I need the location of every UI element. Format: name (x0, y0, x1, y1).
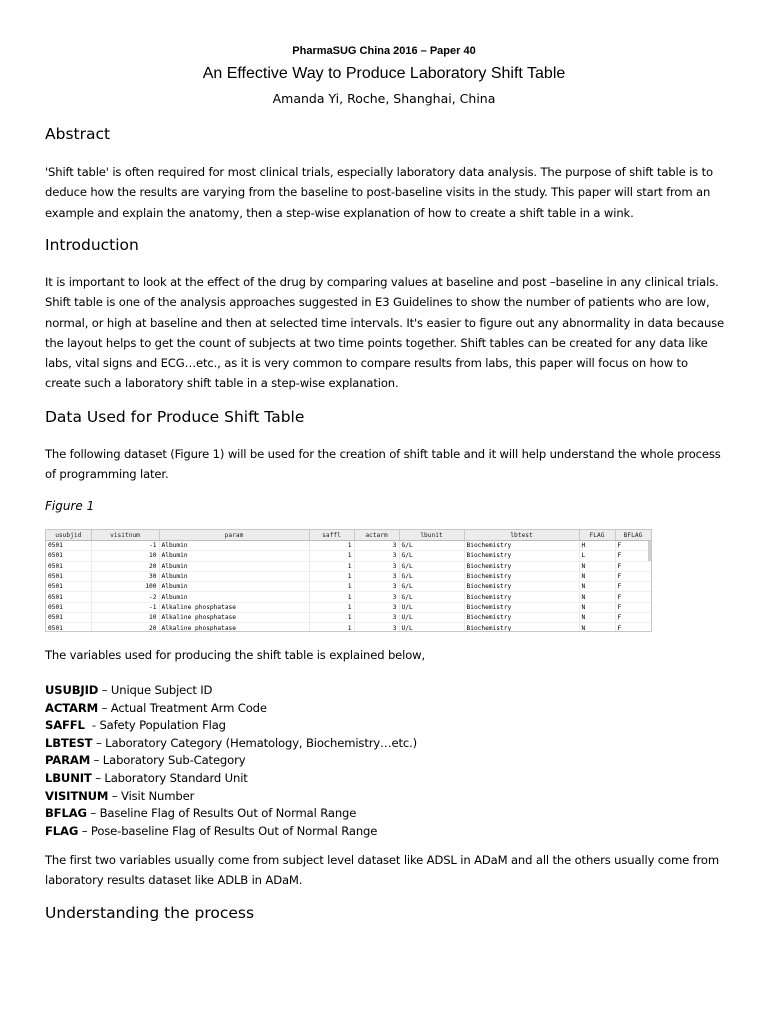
figure-label: Figure 1 (45, 499, 95, 513)
variable-name: USUBJID (45, 683, 99, 697)
variable-description: – Laboratory Category (Hematology, Biochemistry…etc.) (92, 735, 417, 750)
table-cell: 0501 (46, 582, 91, 592)
table-cell: 0501 (46, 602, 91, 612)
table-cell: H (579, 541, 615, 551)
table-cell: Biochemistry (464, 613, 579, 623)
variables-intro: The variables used for producing the shift table is explained below, (45, 648, 426, 662)
variable-item (45, 770, 417, 788)
author-line: Amanda Yi, Roche, Shanghai, China (272, 91, 496, 106)
table-cell: Biochemistry (464, 551, 579, 561)
table-cell: Alkaline phosphatase (159, 623, 309, 632)
table-cell: 3 (354, 602, 399, 612)
table-cell: Albumin (159, 561, 309, 571)
table-cell: 1 (309, 613, 354, 623)
variable-description: - Safety Population Flag (84, 718, 226, 733)
table-cell: N (579, 623, 615, 632)
column-header-bflag: BFLAG (615, 530, 651, 541)
column-header-saffl: saffl (309, 530, 354, 541)
table-cell: 1 (309, 551, 354, 561)
column-header-flag: FLAG (579, 530, 615, 541)
variable-name: SAFFL (45, 718, 85, 733)
table-cell: N (579, 602, 615, 612)
table-cell: 0501 (46, 623, 91, 632)
variable-item (45, 823, 417, 841)
table-cell: U/L (399, 623, 464, 632)
table-cell: F (615, 561, 651, 571)
variable-description: – Unique Subject ID (98, 683, 213, 697)
column-header-visitnum: visitnum (91, 530, 159, 541)
table-cell: Albumin (159, 551, 309, 561)
variable-name: LBTEST (45, 735, 93, 750)
table-cell: 20 (91, 561, 159, 571)
table-cell: F (615, 541, 651, 551)
variable-item (45, 788, 417, 806)
table-cell: 3 (354, 551, 399, 561)
table-cell: 1 (309, 571, 354, 581)
variable-name: VISITNUM (45, 788, 109, 803)
table-cell: N (579, 592, 615, 602)
table-cell: 0501 (46, 571, 91, 581)
table-cell: F (615, 582, 651, 592)
table-cell: Albumin (159, 582, 309, 592)
table-cell: 1 (309, 623, 354, 632)
table-cell: 10 (91, 551, 159, 561)
table-cell: F (615, 551, 651, 561)
variable-item (45, 717, 417, 735)
table-cell: Alkaline phosphatase (159, 613, 309, 623)
table-cell: F (615, 571, 651, 581)
variable-item (45, 700, 417, 718)
column-header-usubjid: usubjid (46, 530, 91, 541)
abstract-heading: Abstract (45, 125, 111, 143)
table-cell: G/L (399, 561, 464, 571)
table-cell: N (579, 561, 615, 571)
scrollbar[interactable] (648, 541, 651, 561)
variable-description: – Visit Number (108, 788, 195, 803)
table-cell: 3 (354, 541, 399, 551)
table-cell: -1 (91, 602, 159, 612)
table-cell: -1 (91, 541, 159, 551)
table-cell: 3 (354, 623, 399, 632)
introduction-heading: Introduction (45, 236, 139, 254)
table-cell: Biochemistry (464, 602, 579, 612)
table-cell: U/L (399, 602, 464, 612)
table-cell: 30 (91, 571, 159, 581)
table-cell: G/L (399, 551, 464, 561)
variables-list (45, 682, 417, 840)
variable-item (45, 735, 417, 753)
variable-item (45, 752, 417, 770)
table-row (46, 582, 651, 592)
variable-description: – Baseline Flag of Results Out of Normal Range (86, 806, 357, 821)
table-cell: U/L (399, 613, 464, 623)
table-cell: Albumin (159, 571, 309, 581)
table-cell: G/L (399, 571, 464, 581)
table-row (46, 541, 651, 551)
table-cell: 1 (309, 602, 354, 612)
table-cell: Albumin (159, 541, 309, 551)
table-cell: F (615, 592, 651, 602)
table-cell: 0501 (46, 551, 91, 561)
column-header-actarm: actarm (354, 530, 399, 541)
table-cell: 3 (354, 592, 399, 602)
table-cell: 0501 (46, 613, 91, 623)
table-cell: Albumin (159, 592, 309, 602)
table-cell: 1 (309, 592, 354, 602)
table-cell: Biochemistry (464, 592, 579, 602)
table-cell: 3 (354, 582, 399, 592)
abstract-text: 'Shift table' is often required for most clinical trials, especially laboratory data analysis. The purpose of shift table is to deduce how the results are varying from the baseline to post-baseline visits in the study. This paper will start from an example and explain the anatomy, then a step-wise explanation of how to create a shift table in a wink. (45, 165, 713, 220)
understanding-heading: Understanding the process (45, 904, 255, 922)
variables-footer: The first two variables usually come from subject level dataset like ADSL in ADaM and all the others usually come from laboratory results dataset like ADLB in ADaM. (45, 853, 720, 888)
table-cell: N (579, 613, 615, 623)
table-row (46, 613, 651, 623)
table-row (46, 602, 651, 612)
table-body (46, 541, 651, 633)
table-cell: 10 (91, 613, 159, 623)
table-cell: G/L (399, 541, 464, 551)
table-row (46, 551, 651, 561)
table-cell: Biochemistry (464, 623, 579, 632)
table-cell: 3 (354, 571, 399, 581)
table-row (46, 571, 651, 581)
variable-description: – Laboratory Sub-Category (90, 753, 246, 768)
variable-name: FLAG (45, 823, 79, 838)
table-header-row (46, 530, 651, 541)
variable-item (45, 805, 417, 823)
table-cell: Biochemistry (464, 582, 579, 592)
variable-name: ACTARM (45, 700, 99, 715)
table-cell: 0501 (46, 592, 91, 602)
table-cell: G/L (399, 592, 464, 602)
table-cell: F (615, 623, 651, 632)
table-cell: 1 (309, 582, 354, 592)
data-used-text: The following dataset (Figure 1) will be used for the creation of shift table and it will help understand the whole process of programming later. (45, 447, 721, 482)
table-cell: N (579, 582, 615, 592)
table-cell: N (579, 571, 615, 581)
table-cell: Biochemistry (464, 561, 579, 571)
variable-description: – Pose-baseline Flag of Results Out of Normal Range (78, 823, 378, 838)
table-cell: Biochemistry (464, 541, 579, 551)
dataset-table (45, 529, 652, 632)
table-cell: F (615, 613, 651, 623)
variable-name: LBUNIT (45, 770, 92, 785)
paper-title: An Effective Way to Produce Laboratory Shift Table (202, 65, 566, 82)
table-row (46, 561, 651, 571)
table-cell: 3 (354, 561, 399, 571)
table-cell: L (579, 551, 615, 561)
variable-name: PARAM (45, 753, 91, 768)
table-cell: F (615, 602, 651, 612)
table-cell: G/L (399, 582, 464, 592)
table-cell: 1 (309, 561, 354, 571)
variable-item (45, 682, 417, 700)
table-row (46, 592, 651, 602)
column-header-lbtest: lbtest (464, 530, 579, 541)
table-cell: -2 (91, 592, 159, 602)
table-cell: 0501 (46, 541, 91, 551)
data-used-heading: Data Used for Produce Shift Table (45, 408, 305, 426)
column-header-lbunit: lbunit (399, 530, 464, 541)
table-cell: 20 (91, 623, 159, 632)
conference-header: PharmaSUG China 2016 – Paper 40 (292, 45, 476, 57)
table-cell: Biochemistry (464, 571, 579, 581)
table-cell: Alkaline phosphatase (159, 602, 309, 612)
table-cell: 0501 (46, 561, 91, 571)
column-header-param: param (159, 530, 309, 541)
variable-description: – Laboratory Standard Unit (91, 770, 248, 785)
table-cell: 3 (354, 613, 399, 623)
introduction-text: It is important to look at the effect of the drug by comparing values at baseline and post –baseline in any clinical trials. Shift table is one of the analysis approaches suggested in E3 Guidelines to show the number of patients who are low, normal, or high at baseline and then at selected time intervals. It's easier to figure out any abnormality in data because the layout helps to get the count of subjects at two time points together. Shift tables can be created for any data like labs, vital signs and ECG…etc., as it is very common to compare results from labs, this paper will focus on how to create such a laboratory shift table in a step-wise explanation. (45, 275, 725, 391)
table-cell: 1 (309, 541, 354, 551)
table-row (46, 623, 651, 632)
variable-name: BFLAG (45, 806, 87, 821)
table-cell: 100 (91, 582, 159, 592)
variable-description: – Actual Treatment Arm Code (98, 700, 267, 715)
